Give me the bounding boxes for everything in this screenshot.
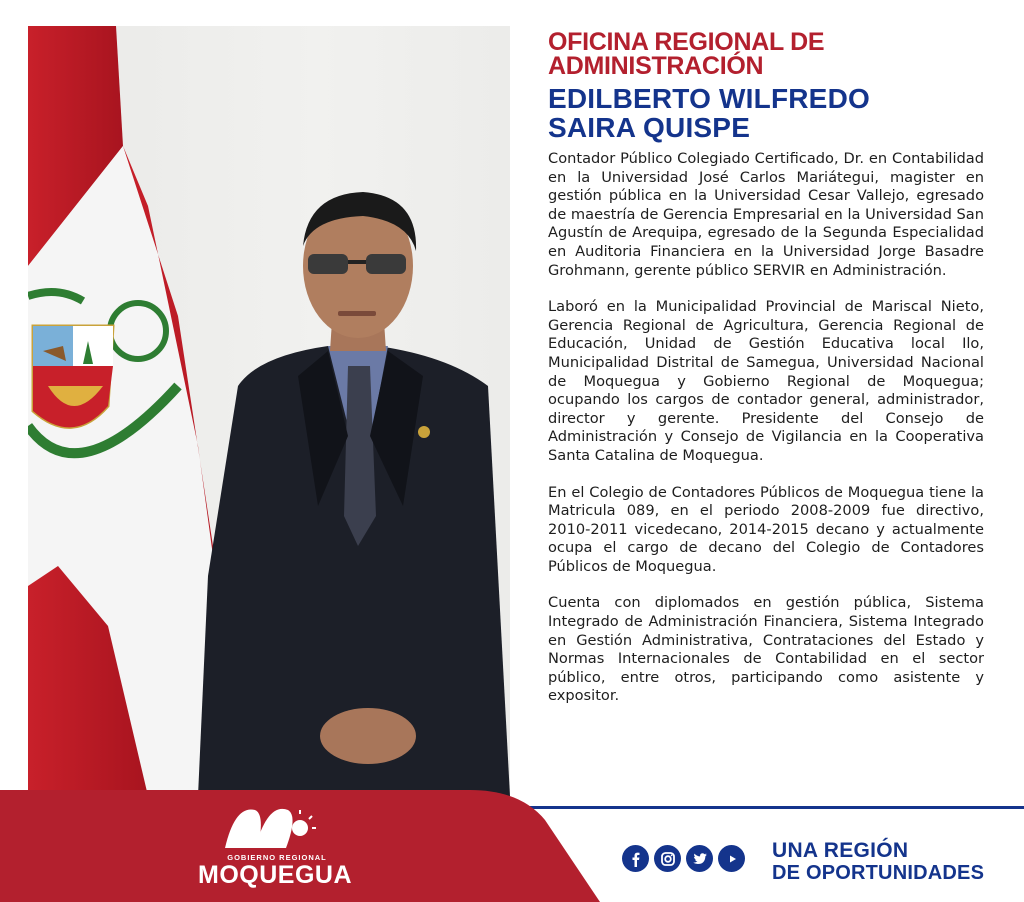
office-title-line2: ADMINISTRACIÓN bbox=[548, 52, 764, 80]
office-title-line1: OFICINA REGIONAL DE bbox=[548, 28, 825, 56]
bio-paragraph-4: Cuenta con diplomados en gestión pública, Sistema Integrado de Administración Financiera, Sistema Integrado en Gestión Administrativa, Contrataciones del Estado y Normas Internacionales de Contabilidad en el sector público, entre otros, participando como asistente y expositor. bbox=[548, 594, 984, 705]
social-links bbox=[622, 845, 745, 872]
biography bbox=[548, 150, 984, 724]
moquegua-logo-icon bbox=[220, 800, 320, 852]
bio-paragraph-3: En el Colegio de Contadores Públicos de Moquegua tiene la Matricula 089, en el periodo 2008-2009 fue directivo, 2010-2011 vicedecano, 2014-2015 decano y actualmente ocupa el cargo de decano del Colegio de Contadores Públicos de Moquegua. bbox=[548, 483, 984, 575]
portrait-photo bbox=[28, 26, 510, 796]
office-title bbox=[548, 30, 988, 78]
person-name-line1: EDILBERTO WILFREDO bbox=[548, 83, 870, 114]
facebook-icon[interactable] bbox=[622, 845, 649, 872]
instagram-icon[interactable] bbox=[654, 845, 681, 872]
slogan-line1: UNA REGIÓN bbox=[772, 839, 909, 862]
person-name bbox=[548, 84, 988, 142]
logo-title: MOQUEGUA bbox=[198, 861, 352, 889]
twitter-icon[interactable] bbox=[686, 845, 713, 872]
person-figure bbox=[198, 176, 510, 796]
logo-subtitle: GOBIERNO REGIONAL bbox=[227, 853, 327, 862]
person-name-line2: SAIRA QUISPE bbox=[548, 112, 751, 143]
slogan bbox=[772, 840, 1012, 884]
slogan-line2: DE OPORTUNIDADES bbox=[772, 862, 985, 884]
bio-paragraph-2: Laboró en la Municipalidad Provincial de Mariscal Nieto, Gerencia Regional de Agricultura, Gerencia Regional de Educación, Unidad de Gestión Educativa local Ilo, Municipalidad Distrital de Samegua, Universidad Nacional de Moquegua y Gobierno Regional de Moquegua; ocupando los cargos de contador general, administrador, director y gerente. Presidente del Consejo de Administración y Consejo de Vigilancia en la Cooperativa Santa Catalina de Moquegua. bbox=[548, 298, 984, 464]
youtube-icon[interactable] bbox=[718, 845, 745, 872]
bio-paragraph-1: Contador Público Colegiado Certificado, Dr. en Contabilidad en la Universidad José Carlos Mariátegui, magister en gestión pública en la Universidad Cesar Vallejo, egresado de maestría de Gerencia Empresarial en la Universidad San Agustín de Arequipa, egresado de la Segunda Especialidad en Auditoria Financiera en la Universidad Jorge Basadre Grohmann, gerente público SERVIR en Administración. bbox=[548, 150, 984, 279]
